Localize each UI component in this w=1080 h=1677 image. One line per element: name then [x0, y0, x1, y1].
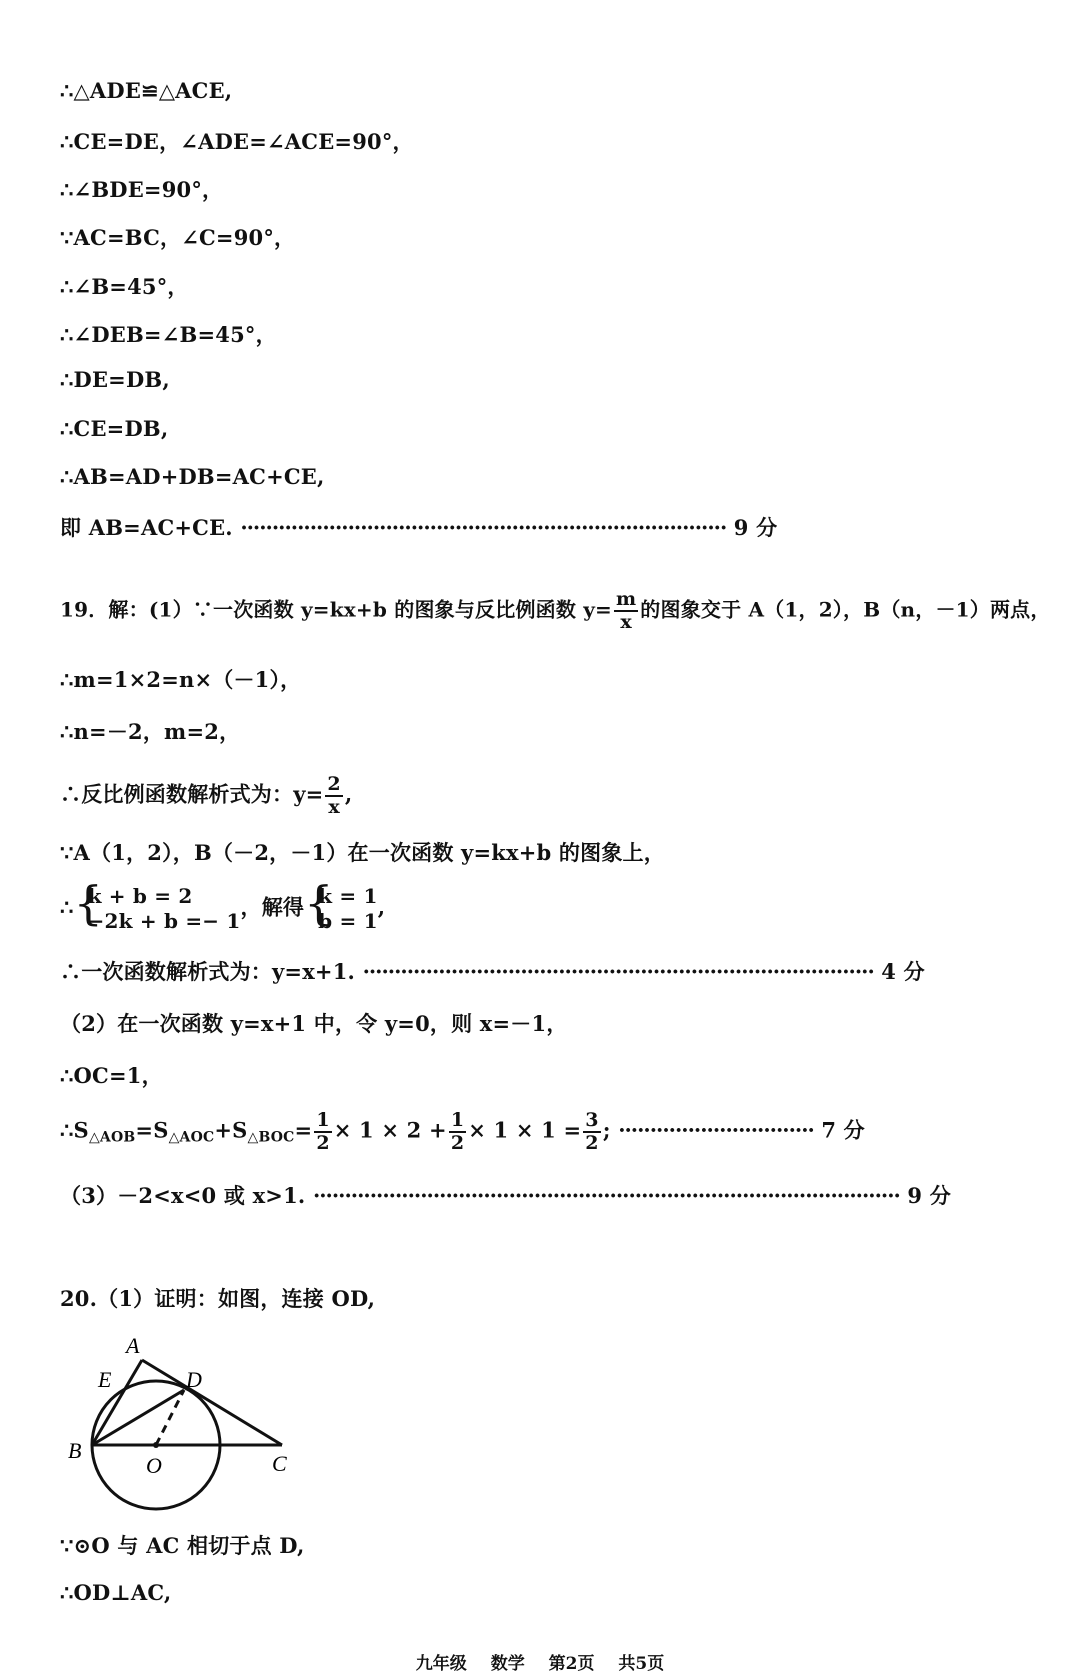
equation-1: k + b = 2 — [87, 884, 193, 908]
area-text: +S — [214, 1117, 248, 1143]
solve-text: ，解得 — [240, 894, 305, 920]
solution-line: ∴OC=1， — [60, 1063, 163, 1088]
area-subscript: △BOC — [247, 1129, 295, 1146]
label-c: C — [272, 1451, 287, 1476]
problem-20-header: 20.（1）证明：如图，连接 OD, — [60, 1286, 376, 1311]
proof-conclusion — [60, 512, 777, 542]
area-text: ∴S — [60, 1117, 89, 1143]
solution-line: ∵A（1，2），B（－2，－1）在一次函数 y=kx+b 的图象上， — [60, 840, 665, 865]
label-d: D — [186, 1367, 202, 1392]
label-e: E — [98, 1367, 112, 1392]
area-text: × 1 × 1 = — [468, 1117, 582, 1143]
fraction-numerator: 3 — [585, 1109, 599, 1131]
conclusion-text: 即 AB=AC+CE. — [60, 515, 233, 540]
proof-line: ∴DE=DB, — [60, 367, 170, 392]
area-text: × 1 × 2 + — [333, 1117, 447, 1143]
area-subscript: △AOC — [168, 1129, 215, 1146]
fraction-2-over-x — [325, 775, 342, 817]
score-label: 4 分 — [881, 959, 925, 984]
score-label: 9 分 — [733, 515, 778, 540]
fraction-three-halves — [583, 1111, 600, 1153]
score-leader: ······························· — [618, 1117, 814, 1143]
fraction-m-over-x — [614, 590, 638, 632]
linear-function-line — [60, 956, 925, 986]
fraction-denominator: 2 — [585, 1132, 599, 1154]
fraction-numerator: m — [615, 588, 637, 610]
fraction-numerator: 1 — [316, 1109, 330, 1131]
point-o — [153, 1442, 159, 1448]
fraction-half — [449, 1111, 466, 1153]
solution-system — [304, 876, 378, 934]
brace-glyph: { — [73, 876, 104, 930]
score-label: 7 分 — [821, 1117, 865, 1143]
label-o: O — [146, 1453, 162, 1478]
solution-1: k = 1 — [318, 884, 378, 908]
score-label: 9 分 — [907, 1183, 951, 1208]
area-subscript: △AOB — [88, 1129, 136, 1146]
equation-2: −2k + b =− 1 — [87, 909, 241, 933]
proof-line: ∴∠BDE=90°， — [60, 177, 224, 202]
solution-text: ∴一次函数解析式为：y=x+1. — [60, 959, 356, 984]
geometry-figure — [60, 1325, 320, 1515]
solution-text-tail: , — [377, 894, 386, 920]
solution-line: （2）在一次函数 y=x+1 中，令 y=0，则 x=－1， — [60, 1011, 568, 1036]
proof-line: ∵⊙O 与 AC 相切于点 D, — [60, 1533, 305, 1558]
equation-system — [73, 876, 241, 934]
solution-line: ∴m=1×2=n×（－1）， — [60, 667, 302, 692]
area-text: ; — [602, 1117, 611, 1143]
proof-line: ∴CE=DE，∠ADE=∠ACE=90°， — [60, 129, 414, 154]
fraction-numerator: 1 — [450, 1109, 465, 1131]
fraction-denominator: 2 — [450, 1132, 465, 1154]
fraction-half — [314, 1111, 331, 1153]
label-a: A — [126, 1333, 140, 1358]
equation-system-line — [60, 876, 386, 934]
proof-line: ∵AC=BC，∠C=90°， — [60, 225, 296, 250]
fraction-numerator: 2 — [327, 773, 341, 795]
proof-line: ∴OD⊥AC, — [60, 1580, 172, 1605]
score-leader: ····························································································· — [312, 1183, 900, 1208]
proof-line: ∴△ADE≌△ACE, — [60, 78, 233, 103]
score-leader: ················································································· — [362, 959, 874, 984]
area-text: = — [294, 1117, 313, 1143]
page-footer: 九年级 数学 第2页 共5页 — [415, 1654, 665, 1674]
solution-line: ∴n=－2，m=2， — [60, 719, 241, 744]
area-text: =S — [135, 1117, 169, 1143]
fraction-denominator: x — [620, 611, 632, 633]
therefore-symbol: ∴ — [60, 894, 74, 920]
label-b: B — [68, 1438, 82, 1463]
solution-text: （3）－2<x<0 或 x>1. — [60, 1183, 306, 1208]
problem-19-header — [60, 590, 1051, 632]
fraction-denominator: 2 — [316, 1132, 330, 1154]
inverse-function-line — [60, 775, 352, 817]
proof-line: ∴AB=AD+DB=AC+CE, — [60, 464, 325, 489]
solution-2: b = 1 — [318, 909, 378, 933]
fraction-denominator: x — [328, 796, 340, 818]
score-leader: ············································································· — [240, 515, 727, 540]
problem-19-text: 19．解：(1）∵一次函数 y=kx+b 的图象与反比例函数 y= — [60, 597, 612, 622]
solution-text: ∴反比例函数解析式为：y= — [60, 781, 324, 807]
brace-glyph: { — [304, 876, 334, 930]
area-line — [60, 1111, 865, 1153]
answer-part-3 — [60, 1180, 951, 1210]
proof-line: ∴∠DEB=∠B=45°， — [60, 322, 277, 347]
proof-line: ∴∠B=45°， — [60, 274, 189, 299]
solution-text-tail: , — [344, 781, 353, 807]
problem-19-text-tail: 的图象交于 A（1，2），B（n，－1）两点， — [640, 597, 1051, 622]
proof-line: ∴CE=DB, — [60, 416, 169, 441]
